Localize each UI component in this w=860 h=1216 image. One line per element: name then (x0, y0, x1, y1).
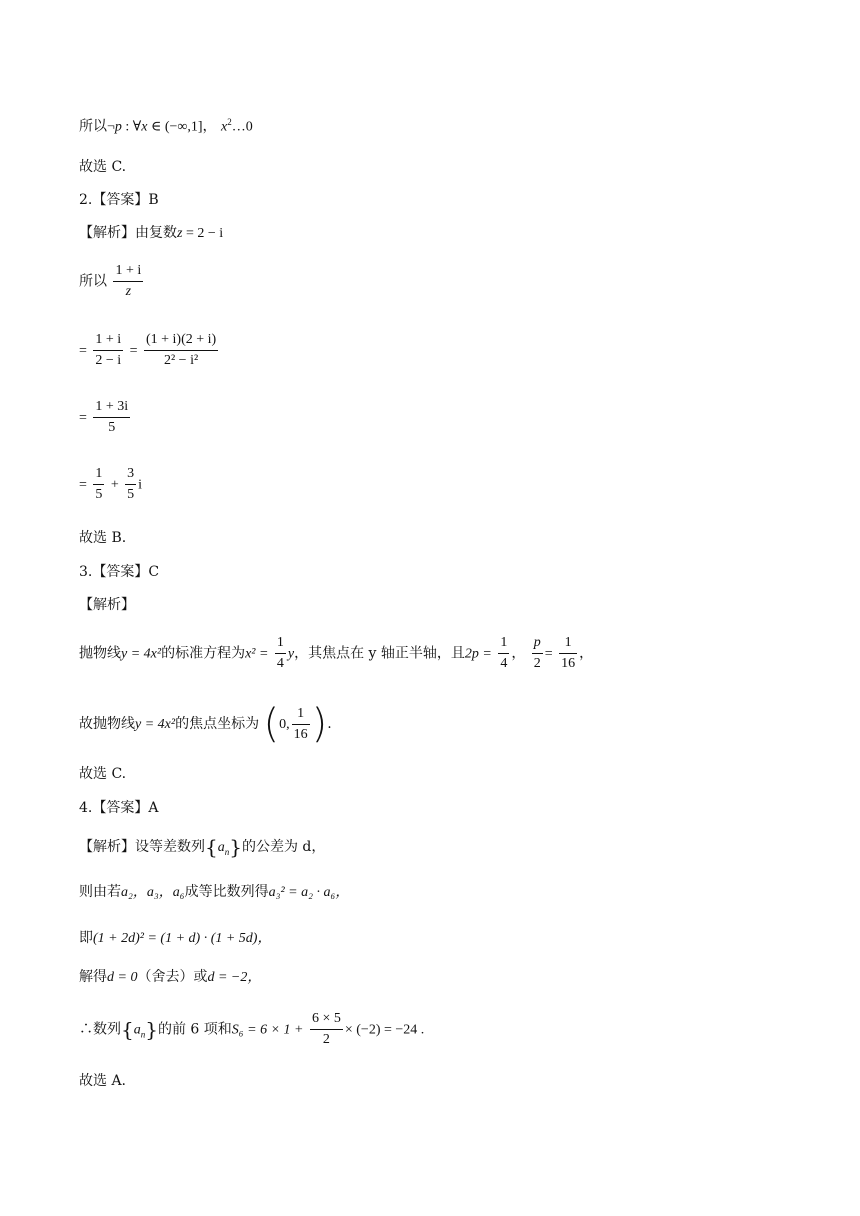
math: 2 (227, 117, 232, 127)
fraction: $\frac{p}{2}$ (533, 635, 541, 671)
fraction: $\frac{1}{4}$ (500, 635, 508, 671)
math: : ∀ (121, 119, 142, 135)
line-9: 故选 B. (79, 530, 127, 546)
left-paren: ( (263, 701, 280, 747)
math: ¬ (107, 119, 115, 135)
math: x (141, 119, 148, 135)
line-12: 抛物线y = 4x²的标准方程为x² = $\frac{1}{4}$ y，其焦点在 y 轴正半轴，且2p = $\frac{1}{4}$ ， $\frac{p}{2}$ = $\frac{1}{16}$ ， (79, 635, 594, 671)
fraction: $\frac{1 + 3i}{5}$ (95, 399, 129, 435)
line-11: 【解析】 (79, 597, 135, 613)
fraction: $\frac{1}{16}$ (293, 705, 308, 742)
line-10: 3.【答案】C (79, 564, 160, 580)
left-brace: { (121, 1017, 134, 1042)
line-16: 【解析】设等差数列$\{a_n\}$的公差为 d， (79, 835, 326, 859)
line-15: 4.【答案】A (79, 800, 159, 816)
fraction: $\frac{(1 + i)(2 + i)}{\text{2² − i²}}$ (145, 332, 217, 368)
math: z (177, 226, 183, 241)
text: 所以 (79, 273, 107, 290)
fraction: $\frac{1}{5}$ (95, 466, 103, 502)
line-4 (79, 226, 223, 241)
line-18: 即(1 + 2d)² = (1 + d) · (1 + 5d)， (79, 930, 272, 946)
line-14: 故选 C. (79, 766, 127, 782)
fraction: $\frac{1 + i}{z}$ (115, 263, 142, 299)
line-20: ∴数列$\{a_n\}$的前 6 项和S₆ = 6 × 1 + $\frac{6 \times 5}{2}$ × (−2) = −24 . (79, 1011, 425, 1047)
math: x (221, 119, 228, 135)
line-7: = $\frac{1 + 3i}{5}$ (79, 399, 129, 435)
fraction: $\frac{3}{5}$ (127, 466, 135, 502)
line-3: 2.【答案】B (79, 192, 159, 208)
fraction: $\frac{1}{16}$ (561, 635, 576, 671)
text: 所以 (79, 118, 107, 135)
math: ∈ (−∞,1]， (147, 119, 217, 135)
line-21: 故选 A. (79, 1073, 127, 1089)
line-8: = $\frac{1}{5}$ + $\frac{3}{5}$ i (79, 466, 143, 502)
line-1 (79, 118, 253, 135)
fraction: $\frac{6 \times 5}{2}$ (311, 1011, 341, 1047)
line-6: = $\frac{1 + i}{2 - i}$ = $\frac{(1 + i)(2 + i)}{\text{2² − i²}}$ (79, 332, 217, 368)
line-19: 解得d = 0（舍去）或d = −2， (79, 969, 262, 985)
line-5 (79, 264, 145, 299)
fraction: $\frac{1}{4}$ (276, 635, 284, 671)
math: …0 (231, 119, 253, 135)
math: = 2 − i (182, 226, 224, 241)
fraction: $\frac{1 + i}{2 - i}$ (95, 332, 122, 368)
line-2: 故选 C. (79, 159, 127, 175)
text: 【解析】由复数 (79, 225, 177, 241)
right-paren: ) (311, 701, 328, 747)
line-17: 则由若a₂，a₃，a₆成等比数列得a₃² = a₂ · a₆， (79, 884, 350, 900)
right-brace: } (145, 1017, 158, 1042)
math: p (114, 119, 122, 135)
left-brace: { (205, 835, 218, 859)
right-brace: } (229, 835, 242, 859)
line-13: 故抛物线y = 4x²的焦点坐标为 (0, $\frac{1}{16}$ ). (79, 701, 332, 747)
